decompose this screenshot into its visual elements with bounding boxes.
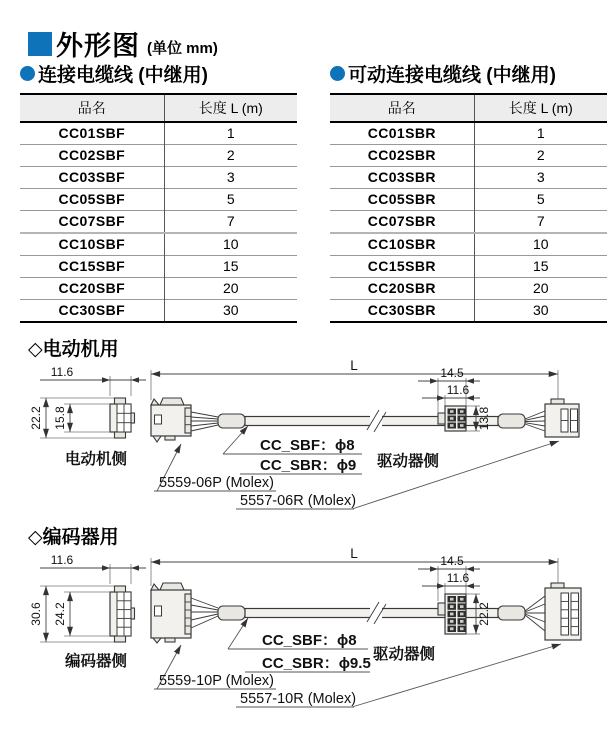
driver-side-label: 驱动器侧	[372, 646, 436, 663]
part-number-cell: CC07SBF	[20, 211, 164, 234]
length-dim-label: L	[350, 358, 358, 373]
dim-left-width: 11.6	[50, 553, 74, 567]
driver-side-label: 驱动器侧	[376, 453, 440, 470]
table-row	[330, 189, 607, 211]
unit-note: (单位 mm)	[147, 39, 218, 57]
table-row	[20, 122, 297, 145]
flex-cable-column	[330, 60, 612, 323]
length-cell: 7	[164, 211, 297, 234]
column-header-name: 品名	[330, 94, 474, 122]
encoder-side-label: 编码器侧	[64, 653, 128, 670]
blue-bullet-icon	[20, 66, 35, 81]
part-number-cell: CC05SBF	[20, 189, 164, 211]
blue-square-icon	[28, 32, 52, 56]
motor-side-label: 电动机侧	[64, 451, 128, 468]
table-header-row	[330, 94, 607, 122]
length-cell: 1	[536, 125, 545, 141]
cable-sleeve-right	[498, 414, 525, 428]
table-row	[20, 211, 297, 234]
length-cell: 30	[164, 300, 297, 323]
wire-bundle-left	[191, 598, 218, 628]
plug-part-callout	[154, 645, 276, 689]
cable-sleeve-left	[218, 606, 245, 620]
table-row	[330, 300, 607, 323]
cable-type-sbf: CC_SBF：ϕ8	[262, 632, 357, 649]
table-row	[20, 189, 297, 211]
table-row	[330, 145, 607, 167]
length-cell: 10	[164, 233, 297, 256]
length-cell: 15	[164, 256, 297, 278]
encoder-cable-assembly	[151, 546, 581, 707]
receptacle-connector-right	[545, 399, 579, 437]
length-cell: 5	[474, 189, 607, 211]
dim-left-inner-height: 15.8	[53, 406, 67, 430]
page-title-row	[28, 24, 218, 63]
length-dim-label: L	[350, 546, 358, 561]
section-heading-flex-cable	[330, 60, 612, 86]
table-row	[20, 233, 297, 256]
table-row	[330, 278, 607, 300]
cable-type-sbf: CC_SBF：ϕ8	[260, 437, 355, 454]
encoder-cable-diagram	[18, 546, 594, 740]
dim-right-outer-width: 14.5	[440, 554, 464, 568]
dim-left-width: 11.6	[50, 365, 74, 379]
table-row	[330, 211, 607, 234]
dim-right-inner-width: 11.6	[446, 571, 470, 585]
part-number-cell: CC15SBF	[20, 256, 164, 278]
cable-diameter-callout	[223, 426, 362, 474]
tables-row	[20, 60, 612, 323]
receptacle-part-number: 5557-10R (Molex)	[240, 691, 357, 707]
part-number-cell: CC03SBR	[330, 167, 474, 189]
length-cell: 3	[164, 167, 297, 189]
table-row	[330, 256, 607, 278]
length-cell: 10	[474, 233, 607, 256]
section-heading-label: 连接电缆线 (中继用)	[38, 64, 208, 86]
column-header-name: 品名	[20, 94, 164, 122]
plug-part-number: 5559-10P (Molex)	[159, 673, 274, 689]
table-row	[20, 256, 297, 278]
dim-right-height: 22.2	[477, 602, 491, 626]
length-cell: 20	[164, 278, 297, 300]
fixed-cable-column	[20, 60, 306, 323]
column-header-length: 长度 L (m)	[164, 94, 297, 122]
part-number-cell: CC30SBF	[20, 300, 164, 323]
dim-right-inner-width: 11.6	[446, 383, 470, 397]
cable-diameter-callout	[228, 618, 371, 672]
part-number-cell: CC30SBR	[330, 300, 474, 323]
cable-type-sbr: CC_SBR：ϕ9.5	[262, 655, 371, 672]
table-row	[20, 300, 297, 323]
part-number-cell: CC05SBR	[330, 189, 474, 211]
length-cell: 2	[474, 145, 607, 167]
length-cell: 1	[226, 125, 235, 141]
length-cell: 15	[474, 256, 607, 278]
motor-section-heading: ◇电动机用	[28, 339, 119, 360]
table-row	[20, 278, 297, 300]
fixed-cable-table	[20, 93, 297, 323]
part-number-cell: CC02SBR	[330, 145, 474, 167]
table-row	[330, 122, 607, 145]
plug-connector-left	[151, 583, 191, 643]
section-heading-label: 可动连接电缆线 (中继用)	[348, 64, 556, 86]
part-number-cell: CC20SBF	[20, 278, 164, 300]
part-number-cell: CC01SBF	[20, 122, 164, 145]
motor-cable-assembly	[151, 358, 579, 509]
cable-sleeve-right	[498, 606, 525, 620]
part-number-cell: CC02SBF	[20, 145, 164, 167]
part-number-cell: CC01SBR	[330, 122, 474, 145]
wire-bundle-left	[191, 412, 218, 431]
cable-sleeve-left	[218, 414, 245, 428]
column-header-length: 长度 L (m)	[474, 94, 607, 122]
table-row	[20, 167, 297, 189]
encoder-section-heading: ◇编码器用	[28, 527, 119, 548]
table-header-row	[20, 94, 297, 122]
section-heading-fixed-cable	[20, 60, 306, 86]
part-number-cell: CC20SBR	[330, 278, 474, 300]
table-row	[330, 233, 607, 256]
length-cell: 3	[474, 167, 607, 189]
dim-left-outer-height: 30.6	[29, 602, 43, 626]
part-number-cell: CC15SBR	[330, 256, 474, 278]
dim-right-height: 13.8	[477, 406, 491, 431]
dim-left-inner-height: 24.2	[53, 602, 67, 626]
part-number-cell: CC07SBR	[330, 211, 474, 234]
length-cell: 20	[474, 278, 607, 300]
cable-type-sbr: CC_SBR：ϕ9	[260, 457, 357, 474]
page-title: 外形图	[56, 31, 140, 61]
length-cell: 7	[474, 211, 607, 234]
table-row	[20, 145, 297, 167]
blue-bullet-icon	[330, 66, 345, 81]
part-number-cell: CC03SBF	[20, 167, 164, 189]
receptacle-part-number: 5557-06R (Molex)	[240, 493, 357, 509]
plug-connector-left	[151, 398, 191, 442]
wire-bundle-right	[525, 411, 545, 431]
motor-side-connector	[29, 365, 146, 468]
plug-part-callout	[154, 444, 276, 491]
dim-right-outer-width: 14.5	[440, 366, 464, 380]
table-row	[330, 167, 607, 189]
flex-cable-table	[330, 93, 607, 323]
receptacle-connector-right	[545, 583, 581, 640]
length-cell: 2	[164, 145, 297, 167]
plug-part-number: 5559-06P (Molex)	[159, 475, 274, 491]
motor-cable-diagram	[18, 358, 594, 522]
length-cell: 5	[164, 189, 297, 211]
encoder-side-connector	[29, 553, 146, 670]
part-number-cell: CC10SBR	[330, 233, 474, 256]
dim-left-outer-height: 22.2	[29, 406, 43, 430]
length-cell: 30	[474, 300, 607, 323]
part-number-cell: CC10SBF	[20, 233, 164, 256]
wire-bundle-right	[525, 596, 545, 631]
